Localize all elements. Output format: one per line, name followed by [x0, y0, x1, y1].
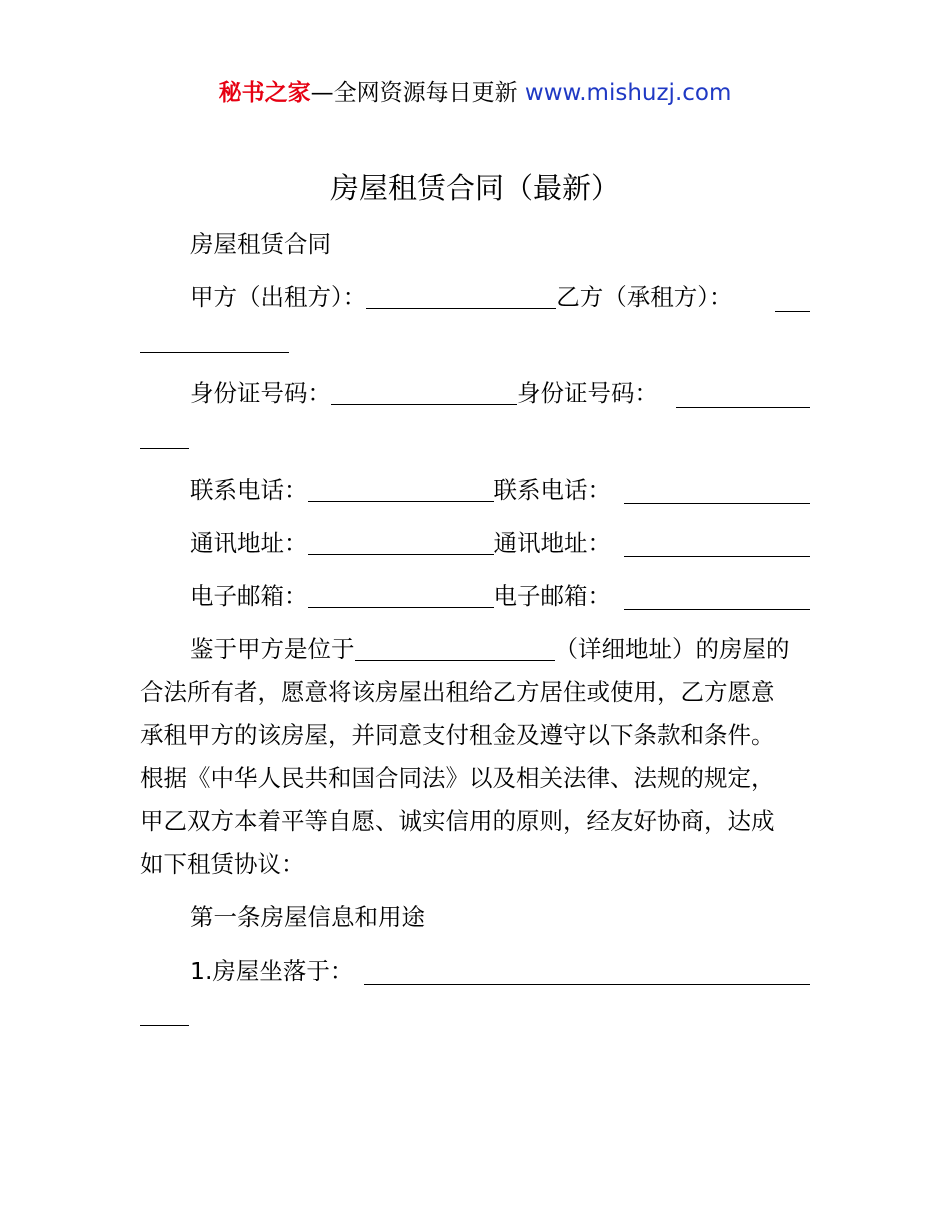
site-header [0, 78, 950, 108]
addr-b-label: 通讯地址： [493, 529, 611, 557]
email-line [190, 580, 611, 612]
document-title: 房屋租赁合同（最新） [329, 171, 620, 205]
brand-name: 秘书之家 [218, 80, 311, 106]
id-b-label: 身份证号码： [517, 379, 658, 407]
house-location-blank[interactable] [364, 984, 810, 985]
phone-b-label: 联系电话： [493, 476, 611, 504]
site-url[interactable]: www.mishuzj.com [524, 80, 732, 106]
email-a-blank[interactable] [308, 606, 494, 608]
house-address-blank[interactable] [355, 659, 555, 661]
para1-line1 [190, 633, 790, 665]
para1-line3: 承租甲方的该房屋，并同意支付租金及遵守以下条款和条件。 [140, 721, 775, 749]
para1-line5: 甲乙双方本着平等自愿、诚实信用的原则，经友好协商，达成 [140, 807, 775, 835]
email-a-label: 电子邮箱： [190, 582, 308, 610]
para1-line4: 根据《中华人民共和国合同法》以及相关法律、法规的规定， [140, 764, 775, 792]
house-location-blank-cont[interactable] [140, 1025, 189, 1026]
para1-line6: 如下租赁协议： [140, 850, 305, 878]
para1-suffix: （详细地址）的房屋的 [554, 635, 790, 663]
party-b-label: 乙方（承租方）： [556, 283, 733, 311]
article1-title: 第一条房屋信息和用途 [190, 903, 425, 931]
phone-line [190, 474, 611, 506]
party-line [190, 281, 733, 313]
id-a-blank[interactable] [331, 403, 517, 405]
header-slogan: —全网资源每日更新 [310, 80, 525, 106]
party-a-label: 甲方（出租方）： [190, 283, 367, 311]
para1-prefix: 鉴于甲方是位于 [190, 635, 355, 663]
id-b-blank-cont[interactable] [140, 448, 189, 449]
party-a-blank[interactable] [366, 307, 556, 309]
addr-b-blank[interactable] [624, 556, 810, 557]
phone-b-blank[interactable] [624, 503, 810, 504]
id-a-label: 身份证号码： [190, 379, 331, 407]
addr-a-label: 通讯地址： [190, 529, 308, 557]
party-b-blank-cont[interactable] [140, 352, 289, 353]
phone-a-blank[interactable] [308, 500, 494, 502]
id-b-blank[interactable] [676, 407, 810, 408]
para1-line2: 合法所有者，愿意将该房屋出租给乙方居住或使用，乙方愿意 [140, 678, 775, 706]
contract-subtitle: 房屋租赁合同 [190, 230, 331, 258]
email-b-label: 电子邮箱： [493, 582, 611, 610]
item1-label: 1.房屋坐落于： [190, 957, 354, 985]
phone-a-label: 联系电话： [190, 476, 308, 504]
id-line [190, 377, 658, 409]
party-b-blank[interactable] [775, 311, 810, 312]
addr-a-blank[interactable] [308, 553, 494, 555]
address-line [190, 527, 611, 559]
email-b-blank[interactable] [624, 609, 810, 610]
